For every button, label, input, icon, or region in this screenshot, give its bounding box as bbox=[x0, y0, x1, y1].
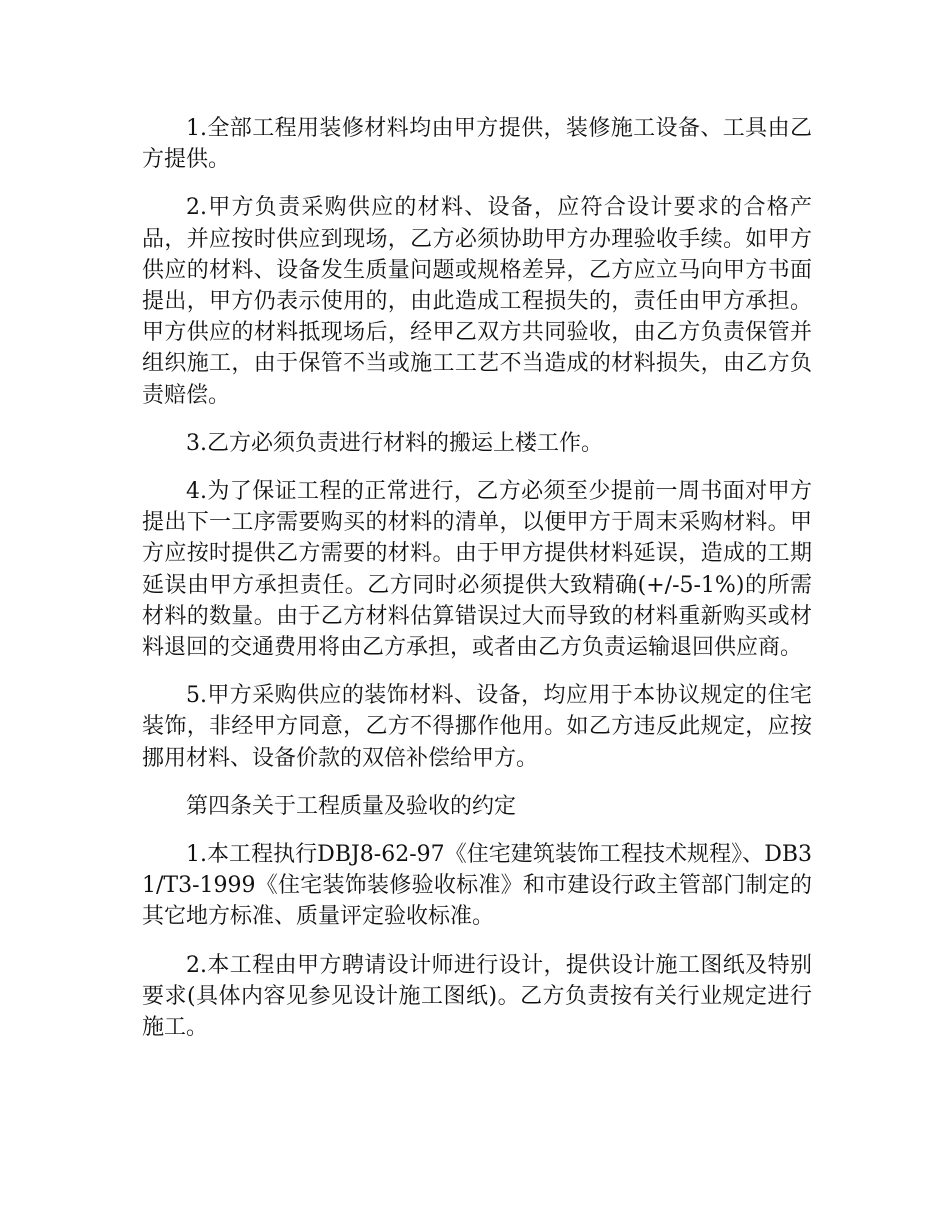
paragraph-material-quality: 2.甲方负责采购供应的材料、设备，应符合设计要求的合格产品，并应按时供应到现场，乙方必须协助甲方办理验收手续。如甲方供应的材料、设备发生质量问题或规格差异，乙方应立马向甲方书面提出，甲方仍表示使用的，由此造成工程损失的，责任由甲方承担。甲方供应的材料抵现场后，经甲乙双方共同验收，由乙方负责保管并组织施工，由于保管不当或施工工艺不当造成的材料损失，由乙方负责赔偿。 bbox=[142, 195, 812, 408]
section-heading-article-four: 第四条关于工程质量及验收的约定 bbox=[186, 793, 517, 819]
paragraph-quality-standards: 1.本工程执行DBJ8-62-97《住宅建筑装饰工程技术规程》、DB31/T3-1999《住宅装饰装修验收标准》和市建设行政主管部门制定的其它地方标准、质量评定验收标准。 bbox=[142, 842, 812, 930]
paragraph-design-drawings: 2.本工程由甲方聘请设计师进行设计，提供设计施工图纸及特别要求(具体内容见参见设计施工图纸)。乙方负责按有关行业规定进行施工。 bbox=[142, 952, 812, 1041]
document-body bbox=[142, 113, 812, 1060]
paragraph-material-usage: 5.甲方采购供应的装饰材料、设备，均应用于本协议规定的住宅装饰，非经甲方同意，乙方不得挪作他用。如乙方违反此规定，应按挪用材料、设备价款的双倍补偿给甲方。 bbox=[142, 683, 812, 771]
paragraph-materials-supply: 1.全部工程用装修材料均由甲方提供，装修施工设备、工具由乙方提供。 bbox=[142, 116, 812, 173]
paragraph-material-transport: 3.乙方必须负责进行材料的搬运上楼工作。 bbox=[186, 430, 603, 456]
paragraph-material-list: 4.为了保证工程的正常进行，乙方必须至少提前一周书面对甲方提出下一工序需要购买的材料的清单，以便甲方于周末采购材料。甲方应按时提供乙方需要的材料。由于甲方提供材料延误，造成的工期延误由甲方承担责任。乙方同时必须提供大致精确(+/-5-1%)的所需材料的数量。由于乙方材料估算错误过大而导致的材料重新购买或材料退回的交通费用将由乙方承担，或者由乙方负责运输退回供应商。 bbox=[142, 479, 812, 661]
